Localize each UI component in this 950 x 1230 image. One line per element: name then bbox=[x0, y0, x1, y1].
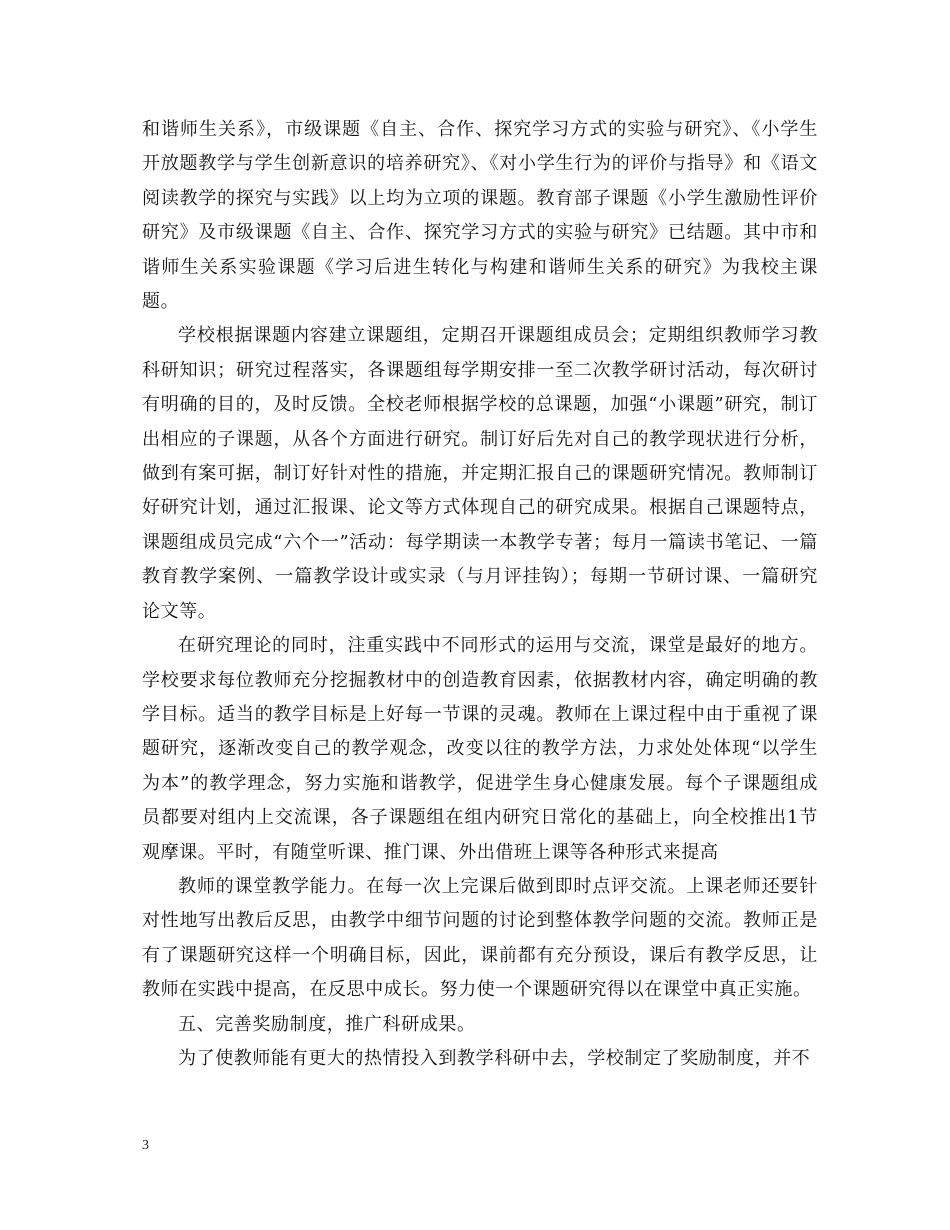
paragraph-4: 教师的课堂教学能力。在每一次上完课后做到即时点评交流。上课老师还要针对性地写出教后反思，由教学中细节问题的讨论到整体教学问题的交流。教师正是有了课题研究这样一个明确目标，因此，课前都有充分预设，课后有教学反思，让教师在实践中提高，在反思中成长。努力使一个课题研究得以在课堂中真正实施。 bbox=[142, 875, 818, 1001]
paragraph-2: 学校根据课题内容建立课题组，定期召开课题组成员会；定期组织教师学习教科研知识；研究过程落实，各课题组每学期安排一至二次教学研讨活动，每次研讨有明确的目的，及时反馈。全校老师根据学校的总课题，加强“小课题”研究，制订出相应的子课题，从各个方面进行研究。制订好后先对自己的教学现状进行分析，做到有案可据，制订好针对性的措施，并定期汇报自己的课题研究情况。教师制订好研究计划，通过汇报课、论文等方式体现自己的研究成果。根据自己课题特点，课题组成员完成“六个一”活动：每学期读一本教学专著；每月一篇读书笔记、一篇教育教学案例、一篇教学设计或实录（与月评挂钩）；每期一节研讨课、一篇研究论文等。 bbox=[142, 325, 818, 622]
paragraph-1: 和谐师生关系》，市级课题《自主、合作、探究学习方式的实验与研究》、《小学生开放题教学与学生创新意识的培养研究》、《对小学生行为的评价与指导》和《语文阅读教学的探究与实践》以上均为立项的课题。教育部子课题《小学生激励性评价研究》及市级课题《自主、合作、探究学习方式的实验与研究》已结题。其中市和谐师生关系实验课题《学习后进生转化与构建和谐师生关系的研究》为我校主课题。 bbox=[142, 119, 818, 313]
section-heading: 五、完善奖励制度，推广科研成果。 bbox=[178, 1013, 476, 1035]
paragraph-3: 在研究理论的同时，注重实践中不同形式的运用与交流，课堂是最好的地方。学校要求每位教师充分挖掘教材中的创造教育因素，依据教材内容，确定明确的教学目标。适当的教学目标是上好每一节课的灵魂。教师在上课过程中由于重视了课题研究，逐渐改变自己的教学观念，改变以往的教学方法，力求处处体现“以学生为本”的教学理念，努力实施和谐教学，促进学生身心健康发展。每个子课题组成员都要对组内上交流课，各子课题组在组内研究日常化的基础上，向全校推出1节观摩课。平时，有随堂听课、推门课、外出借班上课等各种形式来提高 bbox=[142, 635, 818, 863]
page-number: 3 bbox=[142, 1138, 149, 1153]
document-body bbox=[142, 113, 818, 1076]
paragraph-5: 为了使教师能有更大的热情投入到教学科研中去，学校制定了奖励制度，并不 bbox=[178, 1047, 811, 1069]
